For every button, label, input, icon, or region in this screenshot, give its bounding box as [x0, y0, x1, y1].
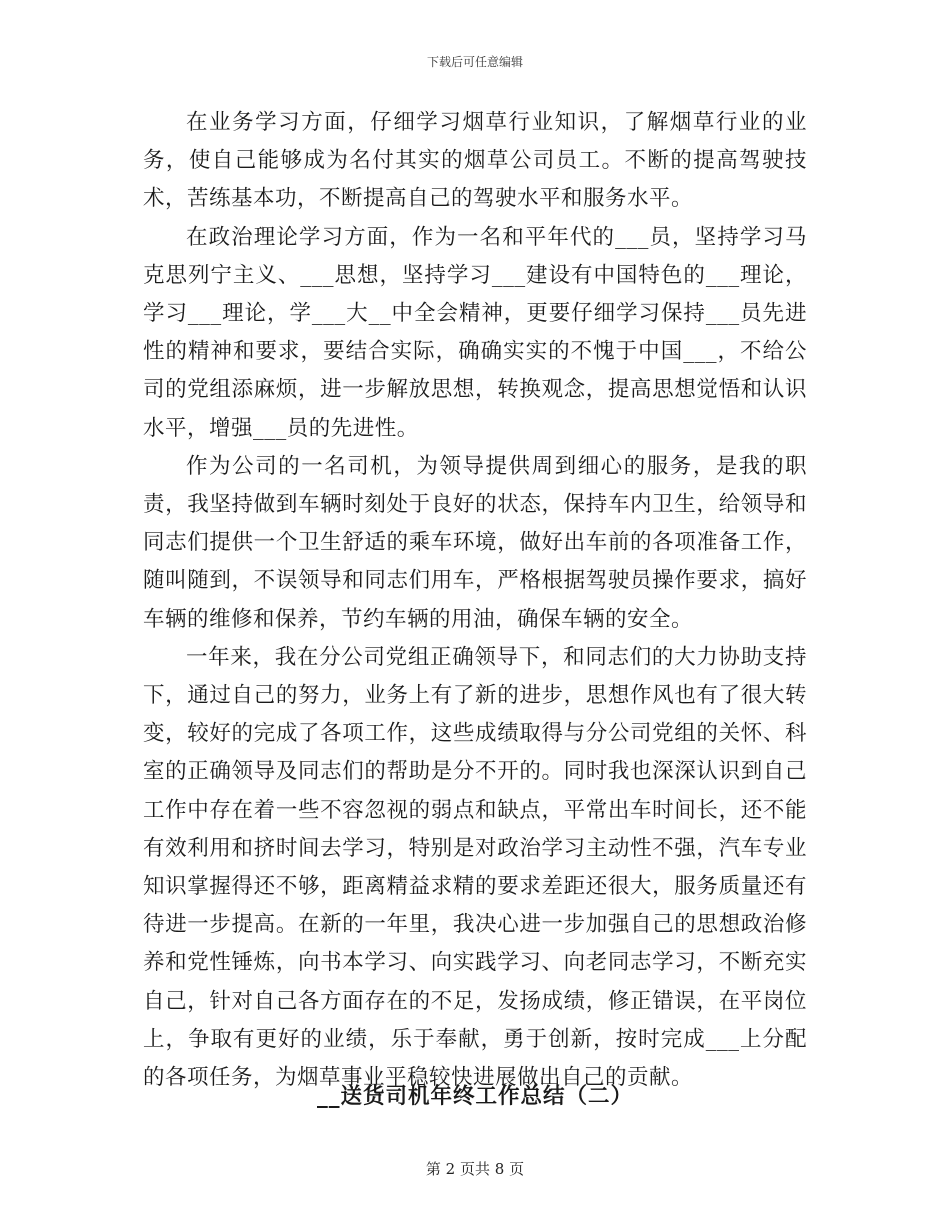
section-title: __送货司机年终工作总结（二）	[316, 1084, 633, 1109]
page-header: 下载后可任意编辑	[426, 55, 523, 69]
page-footer: 第 2 页共 8 页	[425, 1160, 525, 1178]
paragraph-driver-duty: 作为公司的一名司机，为领导提供周到细心的服务，是我的职责，我坚持做到车辆时刻处于良好的状态，保持车内卫生，给领导和同志们提供一个卫生舒适的乘车环境，做好出车前的各项准备工作，随叫随到，不误领导和同志们用车，严格根据驾驶员操作要求，搞好车辆的维修和保养，节约车辆的用油，确保车辆的安全。	[143, 453, 807, 632]
paragraph-business-study: 在业务学习方面，仔细学习烟草行业知识，了解烟草行业的业务，使自己能够成为名付其实的烟草公司员工。不断的提高驾驶技术，苦练基本功，不断提高自己的驾驶水平和服务水平。	[143, 110, 807, 212]
document-body	[143, 104, 807, 1097]
paragraph-political-study: 在政治理论学习方面，作为一名和平年代的___员，坚持学习马克思列宁主义、___思想，坚持学习___建设有中国特色的___理论，学习___理论，学___大__中全会精神，更要仔细学习保持___员先进性的精神和要求，要结合实际，确确实实的不愧于中国___，不给公司的党组添麻烦，进一步解放思想，转换观念，提高思想觉悟和认识水平，增强___员的先进性。	[143, 224, 807, 441]
paragraph-year-summary: 一年来，我在分公司党组正确领导下，和同志们的大力协助支持下，通过自己的努力，业务上有了新的进步，思想作风也有了很大转变，较好的完成了各项工作，这些成绩取得与分公司党组的关怀、科室的正确领导及同志们的帮助是分不开的。同时我也深深认识到自己工作中存在着一些不容忽视的弱点和缺点，平常出车时间长，还不能有效利用和挤时间去学习，特别是对政治学习主动性不强，汽车专业知识掌握得还不够，距离精益求精的要求差距还很大，服务质量还有待进一步提高。在新的一年里，我决心进一步加强自己的思想政治修养和党性锤炼，向书本学习、向实践学习、向老同志学习，不断充实自己，针对自己各方面存在的不足，发扬成绩，修正错误，在平岗位上，争取有更好的业绩，乐于奉献，勇于创新，按时完成___上分配的各项任务，为烟草事业平稳较快进展做出自己的贡献。	[143, 644, 807, 1091]
